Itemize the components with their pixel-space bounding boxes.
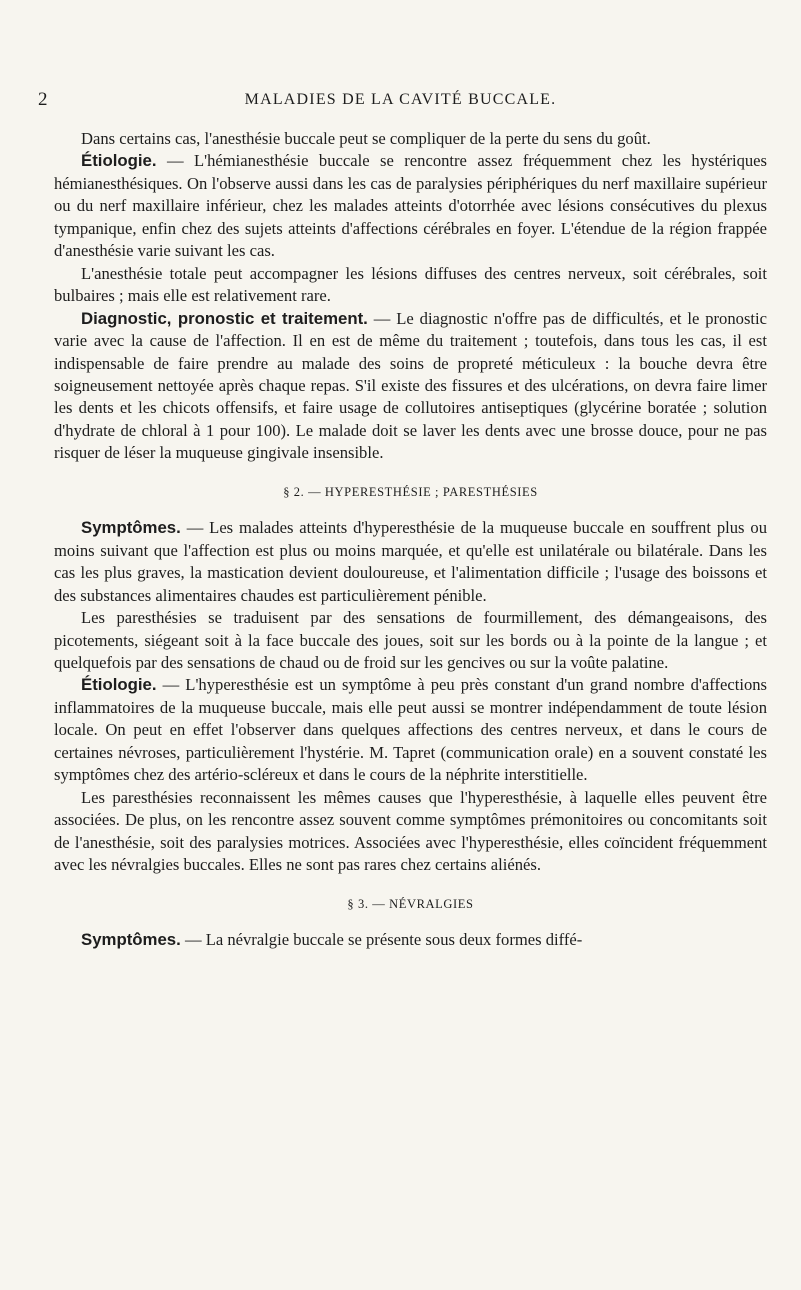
paragraph-text: Les paresthésies se traduisent par des sensations de fourmillement, des démangeaisons, des picotements, siégeant soit à la face buccale des joues, soit sur les bords ou à la pointe de la langue ; et quelquefois par des sensations de chaud ou de froid sur les gencives ou sur la voûte palatine. bbox=[54, 608, 767, 672]
page-number: 2 bbox=[38, 89, 48, 110]
section-title: § 2. — HYPERESTHÉSIE ; PARESTHÉSIES bbox=[283, 484, 538, 499]
paragraph bbox=[54, 929, 767, 951]
paragraph bbox=[54, 150, 767, 262]
paragraph-text: — Le diagnostic n'offre pas de difficultés, et le pronostic varie avec la cause de l'affection. Il en est de même du traitement ; toutefois, dans tous les cas, il est indispensable de faire prendre au malade des soins de propreté méticuleux : la bouche devra être soigneusement nettoyée après chaque repas. S'il existe des fissures et des ulcérations, on devra faire limer les dents et les chicots offensifs, et faire usage de collutoires antiseptiques (glycérine boratée ; solution d'hydrate de chloral à 1 pour 100). Le malade doit se laver les dents avec une brosse douce, pour ne pas risquer de léser la muqueuse gingivale insensible. bbox=[54, 308, 767, 463]
paragraph bbox=[54, 517, 767, 607]
paragraph-text: Les paresthésies reconnaissent les mêmes causes que l'hyperesthésie, à laquelle elles peuvent être associées. De plus, on les rencontre assez souvent comme symptômes prémonitoires ou concomitants soit de l'anesthésie, soit des paralysies motrices. Associées avec l'hyperesthésie, elles coïncident fréquemment avec les névralgies buccales. Elles ne sont pas rares chez certains aliénés. bbox=[54, 787, 767, 875]
paragraph-text: Dans certains cas, l'anesthésie buccale peut se compliquer de la perte du sens du goût. bbox=[81, 129, 651, 148]
paragraph bbox=[54, 607, 767, 674]
section-title: § 3. — NÉVRALGIES bbox=[347, 896, 474, 911]
paragraph-text: — Les malades atteints d'hyperesthésie de la muqueuse buccale en souffrent plus ou moins suivant que l'affection est plus ou moins marquée, et qu'elle est unilatérale ou bilatérale. Dans les cas les plus graves, la mastication devient douloureuse, et l'alimentation difficile ; l'usage des boissons et des substances alimentaires chaudes est particulièrement pénible. bbox=[54, 518, 767, 605]
paragraph-heading: Étiologie. bbox=[81, 151, 157, 171]
paragraph-heading: Diagnostic, pronostic et traitement. bbox=[81, 308, 368, 328]
page-body bbox=[54, 128, 767, 951]
running-title: MALADIES DE LA CAVITÉ BUCCALE. bbox=[244, 91, 557, 108]
paragraph bbox=[54, 787, 767, 877]
paragraph-heading: Symptômes. bbox=[81, 518, 181, 538]
page-header bbox=[0, 89, 801, 113]
paragraph bbox=[54, 128, 767, 150]
paragraph-text: — L'hémianesthésie buccale se rencontre assez fréquemment chez les hystériques hémianesthésiques. On l'observe aussi dans les cas de paralysies périphériques du nerf maxillaire supérieur ou du nerf maxillaire inférieur, chez les malades atteints d'otorrhée avec lésions consécutives du plexus tympanique, enfin chez des sujets atteints d'affections cérébrales en foyer. L'étendue de la région frappée d'anesthésie varie suivant les cas. bbox=[54, 151, 767, 261]
paragraph-heading: Symptômes. bbox=[81, 929, 181, 949]
paragraph bbox=[54, 308, 767, 465]
paragraph-text: L'anesthésie totale peut accompagner les lésions diffuses des centres nerveux, soit cérébrales, soit bulbaires ; mais elle est relativement rare. bbox=[54, 263, 767, 306]
paragraph bbox=[54, 263, 767, 308]
paragraph-text: — L'hyperesthésie est un symptôme à peu près constant d'un grand nombre d'affections inflammatoires de la muqueuse buccale, mais elle peut aussi se montrer indépendamment de toute lésion locale. On peut en effet l'observer dans quelques affections des centres nerveux, et dans le cours de certaines névroses, particulièrement l'hystérie. M. Tapret (communication orale) en a souvent constaté les symptômes chez des artério-scléreux et dans le cours de la néphrite interstitielle. bbox=[54, 675, 767, 785]
paragraph-text: — La névralgie buccale se présente sous deux formes diffé- bbox=[180, 929, 583, 949]
paragraph bbox=[54, 674, 767, 786]
paragraph-heading: Étiologie. bbox=[81, 675, 157, 695]
